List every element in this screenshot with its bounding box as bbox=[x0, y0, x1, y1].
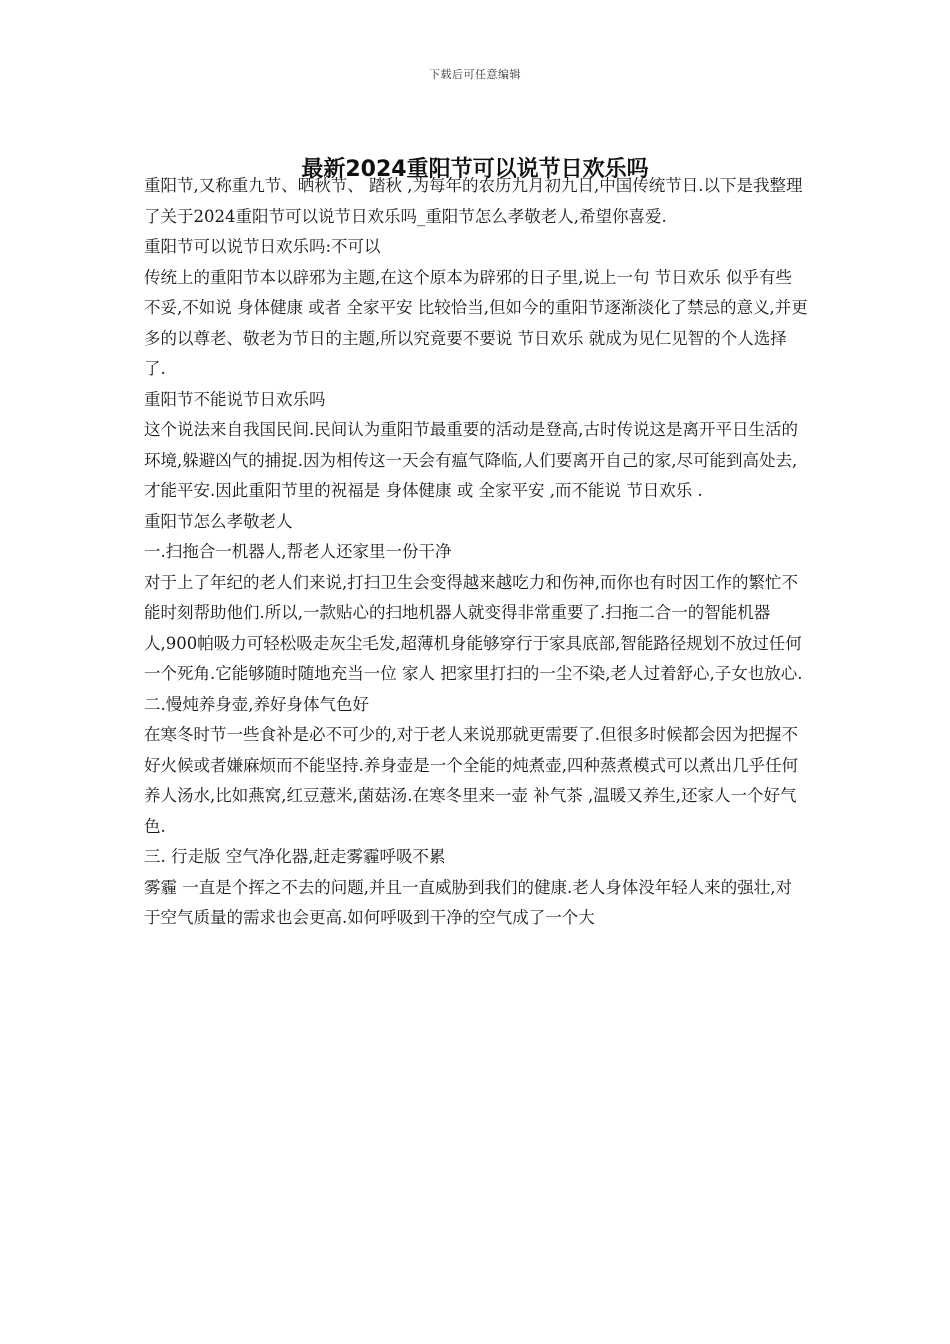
document-body bbox=[144, 171, 808, 934]
header-note: 下载后可任意编辑 bbox=[429, 68, 521, 81]
paragraph-heading-respect-elders: 重阳节怎么孝敬老人 bbox=[144, 511, 293, 531]
paragraph-intro: 重阳节,又称重九节、晒秋节、 踏秋 ,为每年的农历九月初九日,中国传统节日.以下是我整理了关于2024重阳节可以说节日欢乐吗_重阳节怎么孝敬老人,希望你喜爱. bbox=[144, 176, 803, 226]
paragraph-heading-cannot-say: 重阳节不能说节日欢乐吗 bbox=[144, 389, 326, 409]
paragraph-item-1-body: 对于上了年纪的老人们来说,打扫卫生会变得越来越吃力和伤神,而你也有时因工作的繁忙不能时刻帮助他们.所以,一款贴心的扫地机器人就变得非常重要了.扫拖二合一的智能机器人,900帕吸力可轻松吸走灰尘毛发,超薄机身能够穿行于家具底部,智能路径规划不放过任何一个死角.它能够随时随地充当一位 家人 把家里打扫的一尘不染,老人过着舒心,子女也放心. bbox=[144, 572, 803, 683]
paragraph-heading-can-say: 重阳节可以说节日欢乐吗:不可以 bbox=[144, 237, 381, 256]
paragraph-tradition: 传统上的重阳节本以辟邪为主题,在这个原本为辟邪的日子里,说上一句 节日欢乐 似乎有些不妥,不如说 身体健康 或者 全家平安 比较恰当,但如今的重阳节逐渐淡化了禁忌的意义,并更多的以尊老、敬老为节日的主题,所以究竟要不要说 节日欢乐 就成为见仁见智的个人选择了. bbox=[144, 267, 808, 378]
paragraph-item-3-body: 雾霾 一直是个挥之不去的问题,并且一直威胁到我们的健康.老人身体没年轻人来的强壮,对于空气质量的需求也会更高.如何呼吸到干净的空气成了一个大 bbox=[144, 877, 792, 927]
document-title: 最新2024重阳节可以说节日欢乐吗 bbox=[301, 157, 649, 182]
paragraph-item-1-heading: 一.扫拖合一机器人,帮老人还家里一份干净 bbox=[144, 542, 452, 561]
paragraph-item-2-heading: 二.慢炖养身壶,养好身体气色好 bbox=[144, 694, 369, 714]
paragraph-folk-origin: 这个说法来自我国民间.民间认为重阳节最重要的活动是登高,古时传说这是离开平日生活的环境,躲避凶气的捕捉.因为相传这一天会有瘟气降临,人们要离开自己的家,尽可能到高处去,才能平安.因此重阳节里的祝福是 身体健康 或 全家平安 ,而不能说 节日欢乐 . bbox=[144, 420, 798, 500]
paragraph-item-2-body: 在寒冬时节一些食补是必不可少的,对于老人来说那就更需要了.但很多时候都会因为把握不好火候或者嫌麻烦而不能坚持.养身壶是一个全能的炖煮壶,四种蒸煮模式可以煮出几乎任何养人汤水,比如燕窝,红豆薏米,菌菇汤.在寒冬里来一壶 补气茶 ,温暖又养生,还家人一个好气色. bbox=[144, 725, 798, 836]
paragraph-item-3-heading: 三. 行走版 空气净化器,赶走雾霾呼吸不累 bbox=[144, 847, 446, 866]
